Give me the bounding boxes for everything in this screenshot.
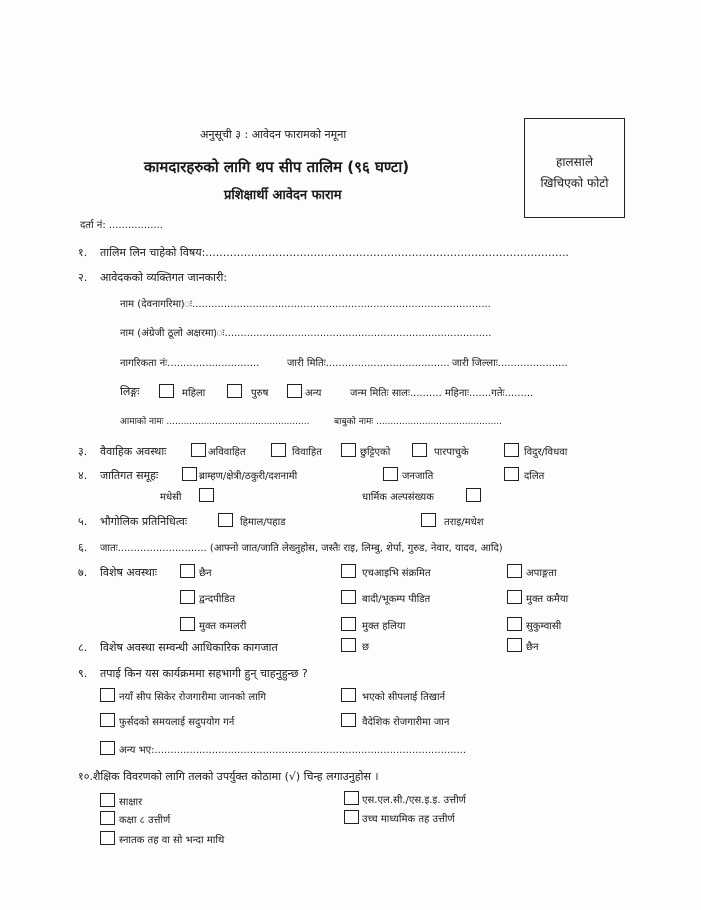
sex-label: लिङ्गः [120,385,140,398]
conflict-victim-checkbox[interactable] [180,590,195,604]
freed-kamaiya-checkbox[interactable] [507,590,522,604]
photo-label-1: हालसाले [556,155,593,169]
none-special-label: छैन [199,568,212,579]
freed-kamlari-checkbox[interactable] [180,617,195,631]
q9-label: तपाई किन यस कार्यक्रममा सहभागी हुन् चाहनुहुन्छ ? [100,667,308,680]
other-reason-checkbox[interactable] [100,741,115,755]
father-name-field[interactable]: बाबुको नामः ............................................ [334,417,502,427]
married-checkbox[interactable] [271,443,286,457]
landless-label: सुकुम्वासी [526,621,562,632]
q10-label: १०.शैक्षिक विवरणको लागि तलको उपर्युक्त कोठामा (√) चिन्ह लगाउनुहोस । [78,770,379,783]
janajati-checkbox[interactable] [383,467,398,481]
q1-number: १. [78,246,88,259]
schedule-heading: अनुसूची ३ : आवेदन फारामको नमूना [200,128,347,141]
class8-checkbox[interactable] [100,811,115,825]
female-label: महिला [182,388,206,399]
q3-number: ३. [78,445,88,458]
name-english-field[interactable]: नाम (अंग्रेजी ठूलो अक्षरमा)ः.................................................................................... [120,328,492,339]
terai-madhesh-label: तराइ/मधेश [444,517,484,528]
slc-see-checkbox[interactable] [344,791,359,805]
new-skill-label: नयाँ सीप सिकेर रोजगारीमा जानको लागि [119,692,266,703]
caste-field[interactable]: जातः............................ (आफ्नो जात/जाति लेख्नुहोस, जस्तैः राइ, लिम्बु, शेर्पा, गुरुड, नेवार, यादव, आदि) [100,543,503,554]
sharpen-skill-checkbox[interactable] [341,688,356,702]
separated-label: छुट्टिएको [360,447,391,458]
divorced-checkbox[interactable] [412,443,427,457]
disability-label: अपाङ्गता [526,568,557,579]
freed-kamaiya-label: मुक्त कमैया [526,594,569,605]
freed-haliya-label: मुक्त हलिया [362,621,406,632]
q2-number: २. [78,271,88,284]
dalit-checkbox[interactable] [504,467,519,481]
widowed-checkbox[interactable] [504,443,519,457]
q8-label: विशेष अवस्था सम्वन्धी आधिकारिक कागजात [100,641,278,654]
brahmin-chhetri-checkbox[interactable] [182,467,197,481]
literate-label: साक्षार [119,797,143,808]
divorced-label: पारपाचुके [434,447,469,458]
higher-secondary-label: उच्च माध्यमिक तह उत्तीर्ण [362,814,455,825]
document-yes-checkbox[interactable] [341,638,356,652]
q7-label: विशेष अवस्थाः [100,566,157,579]
separated-checkbox[interactable] [341,443,356,457]
issued-district-field[interactable]: जारी जिल्लाः...................... [452,358,568,369]
unmarried-checkbox[interactable] [191,443,206,457]
q6-number: ६. [78,541,88,554]
document-no-checkbox[interactable] [507,638,522,652]
slc-see-label: एस.एल.सी./एस.इ.इ. उत्तीर्ण [362,795,466,806]
himal-pahad-label: हिमाल/पहाड [240,517,286,528]
form-subtitle: प्रशिक्षार्थी आवेदन फाराम [224,188,342,203]
registration-number: दर्ता नं: ................. [80,220,163,231]
female-checkbox[interactable] [159,384,174,398]
conflict-victim-label: द्वन्दपीडित [199,594,236,605]
higher-secondary-checkbox[interactable] [344,810,359,824]
janajati-label: जनजाति [402,471,434,482]
issued-date-field[interactable]: जारी मितिः....................................... [287,358,450,369]
new-skill-checkbox[interactable] [100,688,115,702]
name-nepali-field[interactable]: नाम (देवनागरिमा)ः.............................................................................................. [120,299,491,310]
q2-label: आवेदकको व्यक्तिगत जानकारी: [100,271,228,284]
hiv-label: एचआइभि संक्रमित [362,568,431,579]
badi-earthquake-checkbox[interactable] [341,590,356,604]
q1-training-subject[interactable]: तालिम लिन चाहेको विषय:........................................................................................................ [100,246,569,259]
q7-number: ७. [78,566,88,579]
disability-checkbox[interactable] [507,564,522,578]
widowed-label: विदुर/विधवा [524,447,568,458]
brahmin-chhetri-label: ब्राम्हण/क्षेत्री/ठकुरी/दशनामी [199,471,298,482]
landless-checkbox[interactable] [507,617,522,631]
married-label: विवाहित [292,447,322,458]
document-no-label: छैन [526,642,539,653]
mother-name-field[interactable]: आमाको नामः .................................................. [120,417,310,427]
photo-box[interactable] [524,118,625,218]
badi-earthquake-label: बादी/भूकम्प पीडित [362,594,431,605]
hiv-checkbox[interactable] [341,564,356,578]
other-sex-label: अन्य [305,388,322,399]
q5-label: भौगोलिक प्रतिनिधित्वः [100,515,188,528]
document-yes-label: छ [362,642,370,653]
form-title: कामदारहरुको लागि थप सीप तालिम (९६ घण्टा) [144,158,410,176]
madhesi-checkbox[interactable] [199,488,214,502]
free-time-label: फुर्सदको समयलाई सदुपयोग गर्न [119,717,235,728]
q5-number: ५. [78,515,88,528]
terai-madhesh-checkbox[interactable] [421,513,436,527]
dalit-label: दलित [524,471,545,482]
religious-minority-checkbox[interactable] [466,488,481,502]
freed-kamlari-label: मुक्त कमलरी [199,621,247,632]
q3-label: वैवाहिक अवस्थाः [100,445,167,458]
religious-minority-label: धार्मिक अल्पसंख्यक [362,492,434,503]
q4-label: जातिगत समूहः [100,469,159,482]
foreign-employment-label: वैदेशिक रोजगारीमा जान [362,717,450,728]
class8-label: कक्षा ८ उत्तीर्ण [119,815,171,826]
madhesi-label: मधेसी [160,492,182,503]
unmarried-label: अविवाहित [208,447,246,458]
citizenship-number-field[interactable]: नागरिकता नंः............................. [120,358,260,369]
free-time-checkbox[interactable] [100,713,115,727]
none-special-checkbox[interactable] [180,564,195,578]
literate-checkbox[interactable] [100,793,115,807]
photo-label-2: खिचिएको फोटो [540,176,609,190]
male-label: पुरुष [251,388,269,399]
date-of-birth-field[interactable]: जन्म मितिः सालः.......... महिनाः.......गतेः......... [350,388,534,399]
male-checkbox[interactable] [227,384,242,398]
himal-pahad-checkbox[interactable] [218,513,233,527]
foreign-employment-checkbox[interactable] [341,713,356,727]
other-reason-field[interactable]: अन्य भए:.................................................................................................. [119,745,467,756]
sharpen-skill-label: भएको सीपलाई तिखार्न [362,692,446,703]
q4-number: ४. [78,469,88,482]
bachelor-label: स्नातक तह वा सो भन्दा माथि [119,835,225,846]
freed-haliya-checkbox[interactable] [341,617,356,631]
q9-number: ९. [78,667,88,680]
q8-number: ८. [78,641,88,654]
other-sex-checkbox[interactable] [287,384,302,398]
bachelor-checkbox[interactable] [100,831,115,845]
